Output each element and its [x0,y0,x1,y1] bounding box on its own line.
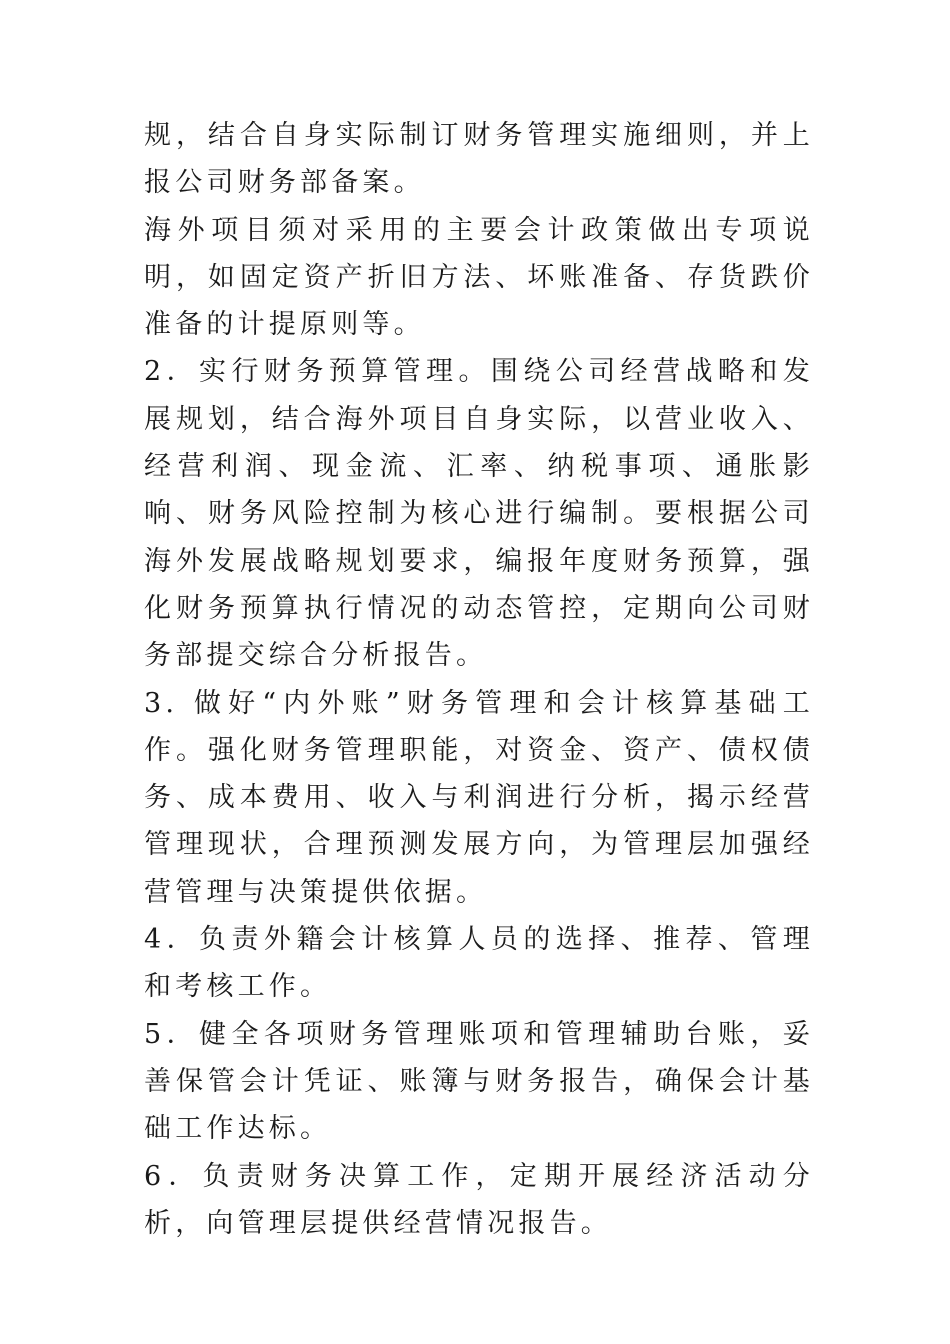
paragraph-item-5-ledgers: 5．健全各项财务管理账项和管理辅助台账，妥善保管会计凭证、账簿与财务报告，确保会计基础工作达标。 [144,1018,814,1145]
paragraph-item-2-budget: 2．实行财务预算管理。围绕公司经营战略和发展规划，结合海外项目自身实际，以营业收入、经营利润、现金流、汇率、纳税事项、通胀影响、财务风险控制为核心进行编制。要根据公司海外发展战略规划要求，编报年度财务预算，强化财务预算执行情况的动态管控，定期向公司财务部提交综合分析报告。 [144,356,814,672]
paragraph-item-4-staff: 4．负责外籍会计核算人员的选择、推荐、管理和考核工作。 [144,924,814,1003]
paragraph-item-3-accounts: 3. 做好“内外账”财务管理和会计核算基础工作。强化财务管理职能，对资金、资产、债权债务、成本费用、收入与利润进行分析，揭示经营管理现状，合理预测发展方向，为管理层加强经营管理与决策提供依据。 [144,687,814,908]
paragraph-accounting-policy: 海外项目须对采用的主要会计政策做出专项说明，如固定资产折旧方法、坏账准备、存货跌价准备的计提原则等。 [144,214,814,341]
paragraph-continuation: 规，结合自身实际制订财务管理实施细则，并上报公司财务部备案。 [144,120,814,199]
document-body [144,112,814,1247]
paragraph-item-6-final-accounts: 6．负责财务决算工作，定期开展经济活动分析，向管理层提供经营情况报告。 [144,1160,814,1239]
